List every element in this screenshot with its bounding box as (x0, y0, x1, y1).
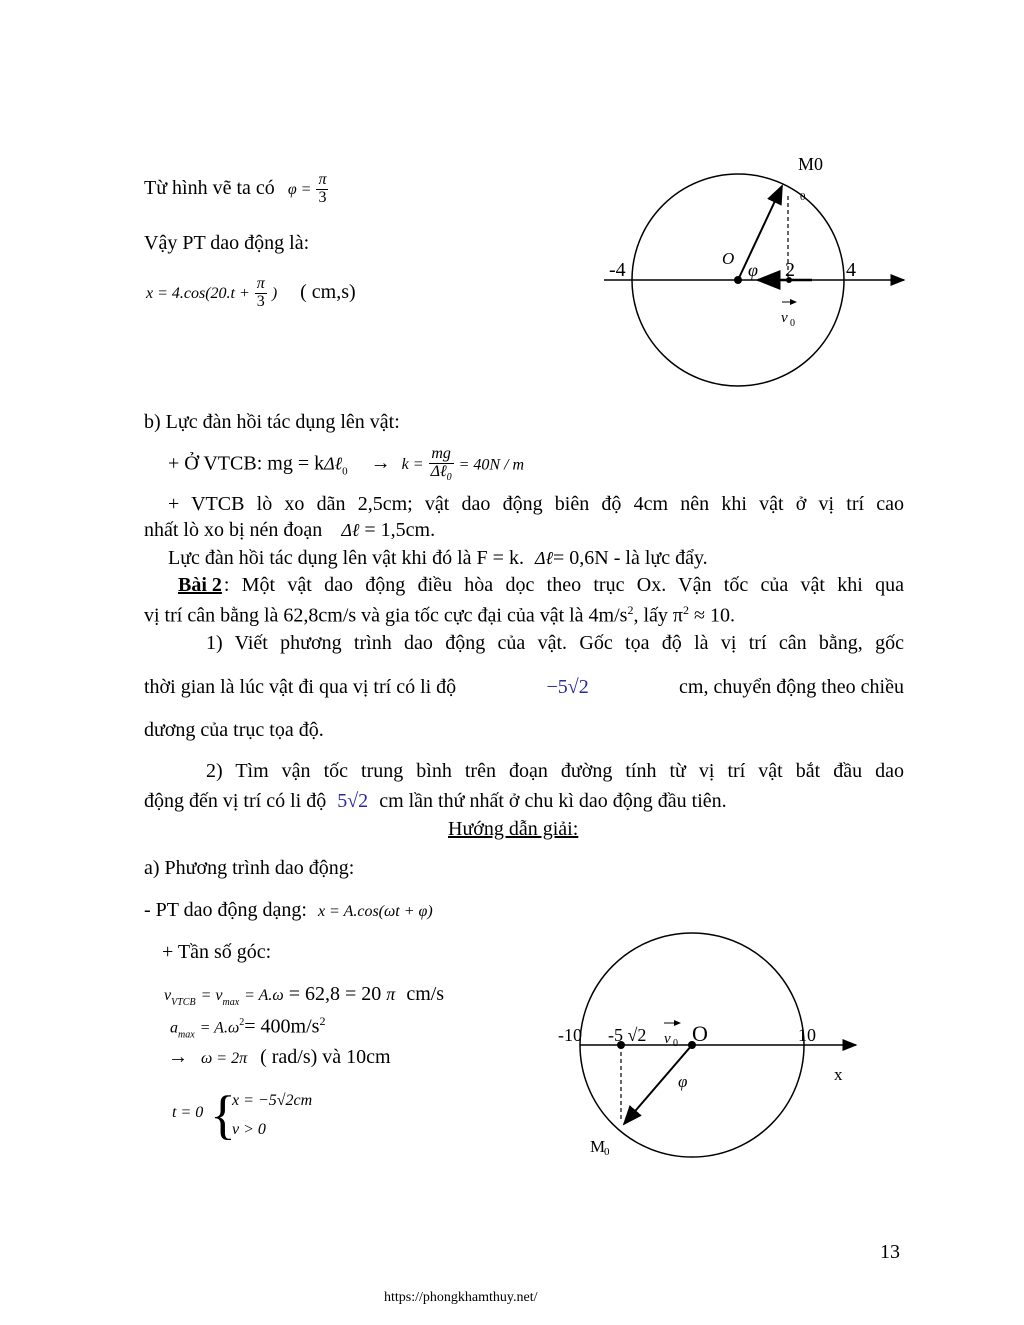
bai2-q2-line1: 2) Tìm vận tốc trung bình trên đoạn đường tính từ vị trí vật bắt đầu dao (206, 760, 904, 782)
label-M0-2: M (590, 1137, 606, 1156)
footer-url[interactable]: https://phongkhamthuy.net/ (384, 1290, 538, 1305)
bai2-q1-line3: dương của trục tọa độ. (144, 719, 324, 741)
label-phi: φ (748, 260, 758, 280)
part-b-para1-line1: + VTCB lò xo dãn 2,5cm; vật dao động biên độ 4cm nên khi vật ở vị trí cao (168, 493, 904, 515)
bai2-line1: Bài 2 : Một vật dao động điều hòa dọc theo trục Ox. Vận tốc của vật khi qua (178, 574, 904, 596)
label-minus4: -4 (609, 259, 626, 281)
fraction-pi-3b: $\frac{\pi}{3}$ (256, 275, 265, 310)
label-4: 4 (846, 259, 856, 281)
formula-minus-5sqrt2: −5√2 (546, 676, 589, 698)
label-M0-sub: 0 (800, 191, 806, 203)
brace: { (210, 1085, 236, 1145)
label-M0: M0 (798, 154, 824, 174)
a-line: $a_{max} = A.\omega^2= 400m/s^2$ (170, 1014, 326, 1041)
bai2-line2: vị trí cân bằng là 62,8cm/s và gia tốc cực đại của vật là $4m/s^2$, lấy $\pi^2 \approx 10$. (144, 603, 735, 627)
part-b-title: b) Lực đàn hồi tác dụng lên vật: (144, 411, 400, 433)
page-number: 13 (880, 1241, 900, 1263)
t0-system: t = 0 { x = −5√2cm v > 0 (172, 1085, 313, 1145)
bai2-q1-line2: thời gian là lúc vật đi qua vị trí có li độ −5√2 cm, chuyển động theo chiều (144, 676, 904, 698)
label-2: 2 (785, 259, 795, 281)
label-O: O (722, 249, 735, 268)
part-b-para2: Lực đàn hồi tác dụng lên vật khi đó là F = k. Δℓ= 0,6N - là lực đẩy. (168, 547, 708, 569)
label-O-2: O (692, 1021, 708, 1046)
solution-a-title: a) Phương trình dao động: (144, 857, 355, 879)
part-b-line1: + Ở VTCB: mg = kΔℓ$_0$ → k = $\frac{mg}{\Delta\ell_0}$ = 40N / m (168, 445, 525, 483)
label-M0-sub-2: 0 (604, 1146, 610, 1158)
v-line: $v_{VTCB} = v_{max} = A.\omega = 62,8 = 20$ π cm/s (164, 983, 445, 1008)
label-minus5sqrt2: -5 √2 (608, 1025, 647, 1045)
fraction-pi-3: $\frac{\pi}{3}$ (318, 171, 327, 206)
line-equation-label: Vậy PT dao động là: (144, 232, 310, 254)
label-phi-2: φ (678, 1072, 688, 1091)
line-phi: Từ hình vẽ ta có φ = $\frac{\pi}{3}$ (144, 171, 327, 206)
label-v0-sub-2: 0 (673, 1038, 678, 1049)
label-minus10: -10 (558, 1025, 582, 1045)
label-v0-sub: 0 (790, 318, 795, 329)
label-10: 10 (798, 1025, 816, 1045)
equation-line: x = 4.cos(20.t + $\frac{\pi}{3}$ ) ( cm,s) (146, 275, 356, 310)
pt-line: - PT dao động dạng: x = A.cos(ωt + φ) (144, 899, 433, 921)
fraction-mg: $\frac{mg}{\Delta\ell_0}$ (430, 445, 452, 483)
bai2-label: Bài 2 (178, 574, 222, 596)
bai2-q1-line1: 1) Viết phương trình dao động của vật. Gốc tọa độ là vị trí cân bằng, gốc (206, 632, 904, 654)
freq-line: + Tần số góc: (162, 941, 272, 963)
formula-5sqrt2: 5√2 (337, 790, 369, 812)
omega-line: → ω = 2π ( rad/s) và 10cm (168, 1046, 391, 1068)
guide-heading: Hướng dẫn giải: (448, 818, 579, 840)
label-x: x (834, 1065, 843, 1084)
part-b-para1-line2: nhất lò xo bị nén đoạn Δℓ = 1,5cm. (144, 519, 436, 541)
label-v0-2: v (664, 1031, 671, 1047)
bai2-q2-line2: động đến vị trí có li độ 5√2 cm lần thứ nhất ở chu kì dao động đầu tiên. (144, 790, 727, 812)
label-v0: v (781, 310, 788, 326)
